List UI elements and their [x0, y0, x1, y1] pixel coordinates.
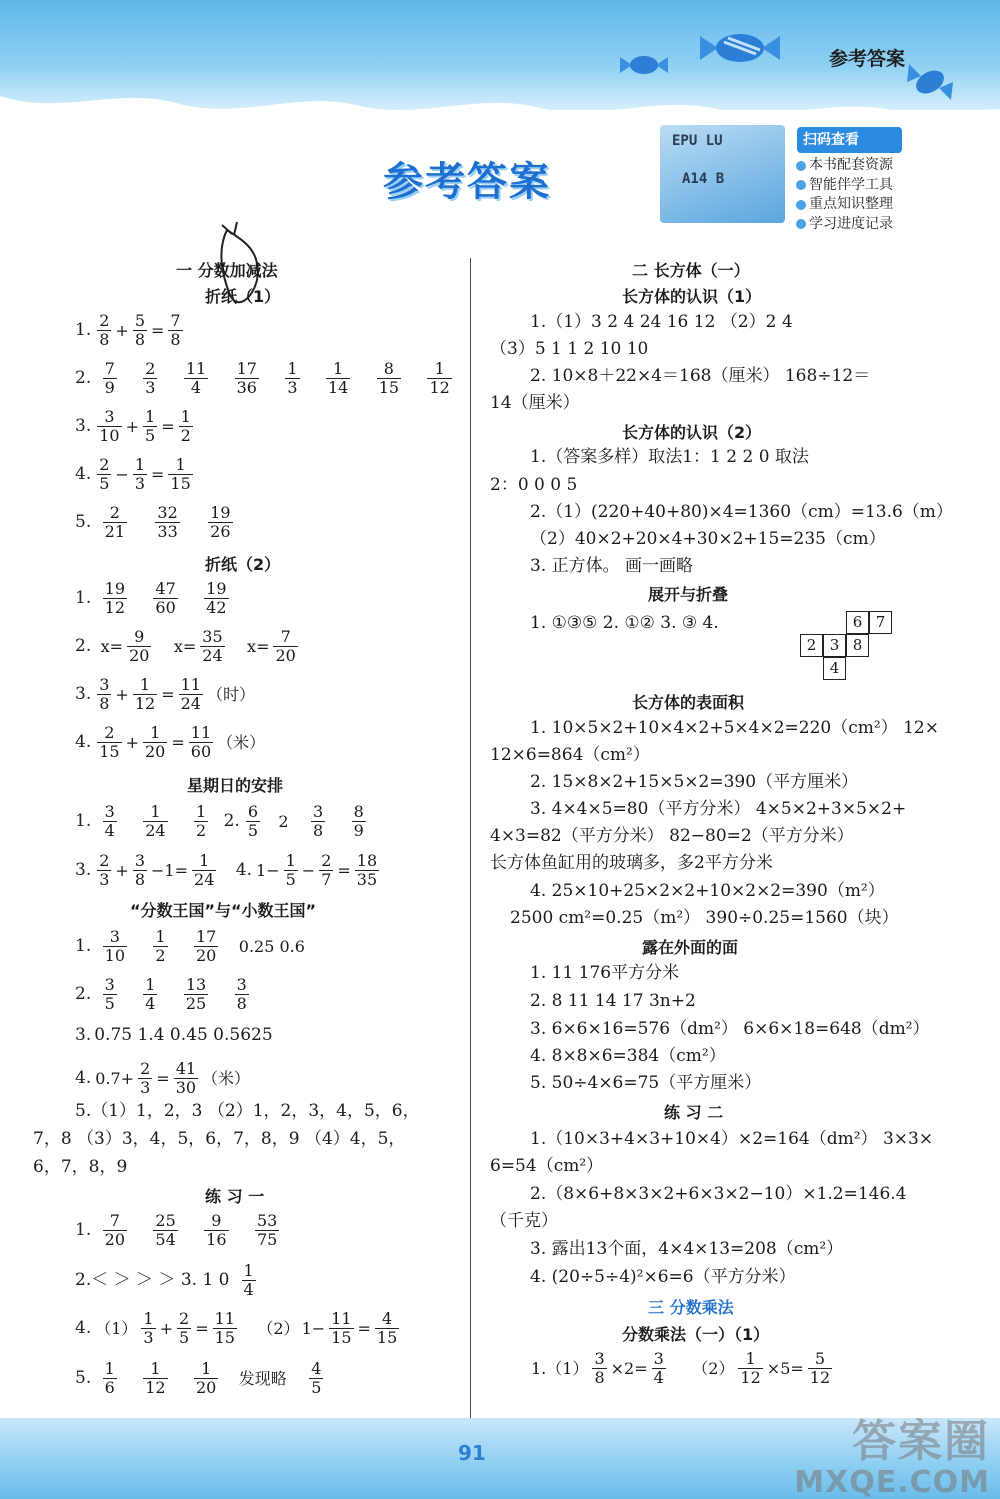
fraction: $\frac{3}{8}$ [134, 851, 146, 889]
fraction: $\frac{8}{9}$ [353, 802, 364, 840]
fraction: $\frac{1}{15}$ [170, 455, 191, 493]
fraction: $\frac{1}{20}$ [145, 723, 166, 761]
fraction: $\frac{19}{26}$ [210, 503, 231, 541]
answer-line: 4. $\frac{2}{15}$ + $\frac{1}{20}$ = $\frac{11}{60}$ （米） [75, 723, 266, 761]
answer-line: 2.（1）(220+40+80)×4=1360（cm）=13.6（m） [530, 502, 953, 522]
bullet-icon [796, 219, 806, 229]
scan-feature-item: 学习进度记录 [796, 215, 893, 235]
fraction: $\frac{1}{24}$ [145, 802, 166, 840]
answer-line: 3. $\frac{2}{3}$ + $\frac{3}{8}$ −1= $\frac{1}{24}$ 4. 1− $\frac{1}{5}$ − $\frac{2}{7}$ = $\frac{18}{35}$ [75, 851, 378, 889]
answer-line: 2：0 0 0 5 [490, 475, 578, 495]
fraction: $\frac{1}{2}$ [155, 927, 166, 965]
net-cell: 6 [846, 611, 869, 634]
answer-line: 1. 10×5×2+10×4×2+5×4×2=220（cm²） 12× [530, 718, 939, 738]
fraction: $\frac{9}{20}$ [129, 627, 150, 665]
answer-line: 5. $\frac{2}{21}$ $\frac{32}{33}$ $\frac{19}{26}$ [75, 503, 231, 541]
section-heading: 展开与折叠 [648, 585, 729, 604]
fraction: $\frac{2}{3}$ [99, 851, 110, 889]
answer-line: 2. 15×8×2+15×5×2=390（平方厘米） [530, 772, 859, 792]
answer-line: 2. 10×8＋22×4＝168（厘米） 168÷12＝ [530, 366, 871, 386]
answer-line: 3. $\frac{3}{8}$ + $\frac{1}{12}$ = $\frac{11}{24}$ （时） [75, 675, 255, 713]
fraction: $\frac{3}{4}$ [104, 802, 115, 840]
scan-feature-list [796, 156, 893, 234]
section-heading: 折纸（1） [205, 287, 281, 306]
qr-code-image[interactable] [660, 125, 785, 223]
answer-line: 3. 6×6×16=576（dm²） 6×6×18=648（dm²） [530, 1019, 930, 1039]
fraction: $\frac{4}{5}$ [311, 1359, 322, 1397]
answer-line: 4. 0.7+ $\frac{2}{3}$ = $\frac{41}{30}$ （米） [75, 1059, 251, 1097]
answer-line: 4. (20÷5÷4)²×6=6（平方分米） [530, 1267, 796, 1287]
fraction: $\frac{3}{8}$ [236, 975, 247, 1013]
fraction: $\frac{7}{20}$ [275, 627, 296, 665]
answer-line: （千克） [490, 1211, 558, 1231]
fraction: $\frac{5}{12}$ [809, 1349, 831, 1387]
fraction: $\frac{17}{36}$ [236, 359, 257, 397]
answer-line: 1. $\frac{3}{4}$ $\frac{1}{24}$ $\frac{1}{2}$ 2. $\frac{6}{5}$ 2 $\frac{3}{8}$ $\frac{8}{9}$ [75, 802, 364, 840]
answer-line: 2. $\frac{3}{5}$ $\frac{1}{4}$ $\frac{13}{25}$ $\frac{3}{8}$ [75, 975, 247, 1013]
fraction: $\frac{3}{4}$ [653, 1349, 664, 1387]
fraction: $\frac{2}{15}$ [99, 723, 120, 761]
section-heading: 练 习 一 [205, 1187, 265, 1206]
header-wave [0, 86, 1000, 126]
answer-line: 1. $\frac{3}{10}$ $\frac{1}{2}$ $\frac{17}{20}$ 0.25 0.6 [75, 927, 305, 965]
answer-line: 3. 4×4×5=80（平方分米） 4×5×2+3×5×2+ [530, 799, 907, 819]
answer-line: 1.（1） $\frac{3}{8}$ ×2= $\frac{3}{4}$ （2） $\frac{1}{12}$ ×5= $\frac{5}{12}$ [531, 1349, 831, 1387]
fraction: $\frac{1}{5}$ [285, 851, 296, 889]
fraction: $\frac{8}{15}$ [378, 359, 400, 397]
answer-line: 4. （1） $\frac{1}{3}$ + $\frac{2}{5}$ = $\frac{11}{15}$ （2） 1− $\frac{11}{15}$ = $\frac{4}{15}$ [75, 1309, 398, 1347]
section-heading: 长方体的表面积 [632, 693, 745, 712]
answer-line: 3. 露出13个面，4×4×13=208（cm²） [530, 1239, 844, 1259]
answer-line: 长方体鱼缸用的玻璃多，多2平方分米 [490, 853, 773, 873]
answer-line: 1.（10×3+4×3+10×4）×2=164（dm²） 3×3× [530, 1129, 934, 1149]
bullet-icon [796, 200, 806, 210]
fraction: $\frac{1}{3}$ [143, 1309, 154, 1347]
fraction: $\frac{1}{20}$ [196, 1359, 217, 1397]
fraction: $\frac{18}{35}$ [356, 851, 378, 889]
section-heading: 星期日的安排 [187, 776, 284, 795]
fraction: $\frac{2}{5}$ [99, 455, 110, 493]
net-cell: 7 [869, 611, 892, 634]
fraction: $\frac{1}{3}$ [134, 455, 146, 493]
fraction: $\frac{7}{9}$ [104, 359, 115, 397]
fraction: $\frac{3}{10}$ [104, 927, 125, 965]
answer-line: 3. 正方体。 画一画略 [530, 556, 694, 576]
answer-line: 7，8 （3）3，4，5，6，7，8，9 （4）4，5， [33, 1129, 406, 1149]
page-title: 参考答案 [383, 159, 551, 205]
fraction: $\frac{1}{2}$ [196, 802, 207, 840]
fraction: $\frac{1}{4}$ [145, 975, 156, 1013]
answer-line: 12×6=864（cm²） [490, 745, 650, 765]
fraction: $\frac{2}{3}$ [145, 359, 156, 397]
fraction: $\frac{1}{12}$ [134, 675, 156, 713]
fraction: $\frac{47}{60}$ [155, 579, 176, 617]
answer-line: 1. 11 176平方分米 [530, 963, 680, 983]
fraction: $\frac{1}{12}$ [740, 1349, 761, 1387]
answer-line: （3）5 1 1 2 10 10 [490, 339, 649, 359]
chapter-heading: 一 分数加减法 [176, 261, 278, 280]
scan-feature-item: 智能伴学工具 [796, 176, 893, 196]
candy-icon [905, 62, 955, 102]
answer-line: 1. ①③⑤ 2. ①② 3. ③ 4. [530, 613, 719, 633]
answer-line: 4. 25×10+25×2×2+10×2×2=390（m²） [530, 881, 885, 901]
fraction: $\frac{11}{24}$ [180, 675, 201, 713]
page-number: 91 [458, 1441, 486, 1465]
fraction: $\frac{1}{6}$ [104, 1359, 115, 1397]
fraction: $\frac{35}{24}$ [202, 627, 223, 665]
fraction: $\frac{1}{2}$ [180, 407, 191, 445]
header-label: 参考答案 [828, 48, 905, 70]
watermark: 答案圈 MXQE.COM [794, 1416, 990, 1499]
fraction: $\frac{17}{20}$ [196, 927, 217, 965]
fraction: $\frac{3}{10}$ [99, 407, 120, 445]
scan-feature-item: 本书配套资源 [796, 156, 893, 176]
fraction: $\frac{3}{5}$ [104, 975, 115, 1013]
fraction: $\frac{5}{8}$ [134, 311, 146, 349]
net-cell: 2 [800, 634, 823, 657]
fraction: $\frac{11}{4}$ [185, 359, 207, 397]
fraction: $\frac{19}{42}$ [206, 579, 227, 617]
answer-line: 14（厘米） [490, 393, 580, 413]
fraction: $\frac{6}{5}$ [247, 802, 259, 840]
section-heading: 长方体的认识（2） [622, 423, 762, 442]
section-heading: 练 习 二 [664, 1103, 724, 1122]
fraction: $\frac{1}{4}$ [243, 1261, 254, 1299]
fraction: $\frac{53}{75}$ [256, 1211, 278, 1249]
section-heading: 露在外面的面 [642, 938, 739, 957]
section-heading: 长方体的认识（1） [622, 287, 762, 306]
answer-line: 2.（8×6+8×3×2+6×3×2−10）×1.2=146.4 [530, 1184, 907, 1204]
candy-icon [620, 52, 668, 78]
fraction: $\frac{9}{16}$ [206, 1211, 227, 1249]
candy-icon [700, 28, 780, 68]
fraction: $\frac{3}{8}$ [594, 1349, 605, 1387]
answer-line: 6=54（cm²） [490, 1156, 604, 1176]
fraction: $\frac{7}{8}$ [170, 311, 181, 349]
qr-text: A14 B [682, 171, 725, 187]
answer-line: 4. 8×8×6=384（cm²） [530, 1046, 726, 1066]
fraction: $\frac{4}{15}$ [376, 1309, 398, 1347]
column-divider [470, 258, 471, 1418]
fraction: $\frac{3}{8}$ [313, 802, 324, 840]
answer-line: 2.＜ ＞ ＞ ＞ 3. 1 0 $\frac{1}{4}$ [75, 1261, 254, 1299]
answer-line: 1.（答案多样）取法1：1 2 2 0 取法 [530, 447, 809, 467]
section-heading: 折纸（2） [205, 555, 281, 574]
answer-line: 2500 cm²=0.25（m²） 390÷0.25=1560（块） [510, 908, 899, 928]
answer-line: 1. $\frac{2}{8}$ + $\frac{5}{8}$ = $\frac{7}{8}$ [75, 311, 181, 349]
section-heading: 分数乘法（一）（1） [622, 1325, 770, 1344]
fraction: $\frac{1}{5}$ [145, 407, 156, 445]
fraction: $\frac{1}{3}$ [287, 359, 298, 397]
fraction: $\frac{25}{54}$ [155, 1211, 176, 1249]
answer-line: 1. $\frac{7}{20}$ $\frac{25}{54}$ $\frac{9}{16}$ $\frac{53}{75}$ [75, 1211, 278, 1249]
fraction: $\frac{1}{12}$ [145, 1359, 166, 1397]
answer-line: 4. $\frac{2}{5}$ − $\frac{1}{3}$ = $\frac{1}{15}$ [75, 455, 191, 493]
answer-line: 2. x= $\frac{9}{20}$ x= $\frac{35}{24}$ x= $\frac{7}{20}$ [75, 627, 296, 665]
fraction: $\frac{2}{3}$ [140, 1059, 151, 1097]
scan-feature-item: 重点知识整理 [796, 195, 893, 215]
scan-badge[interactable]: 扫码查看 [797, 127, 902, 153]
fraction: $\frac{7}{20}$ [104, 1211, 125, 1249]
answer-line: 5. $\frac{1}{6}$ $\frac{1}{12}$ $\frac{1}{20}$ 发现略 $\frac{4}{5}$ [75, 1359, 322, 1397]
fraction: $\frac{32}{33}$ [157, 503, 178, 541]
qr-text: EPU LU [672, 133, 723, 149]
chapter-heading: 二 长方体（一） [632, 261, 750, 280]
answer-line: 2. 8 11 14 17 3n+2 [530, 991, 696, 1011]
answer-line: 4×3=82（平方分米） 82−80=2（平方分米） [490, 826, 854, 846]
fraction: $\frac{1}{14}$ [327, 359, 349, 397]
fraction: $\frac{11}{15}$ [331, 1309, 352, 1347]
fraction: $\frac{1}{24}$ [194, 851, 215, 889]
fraction: $\frac{1}{12}$ [429, 359, 450, 397]
fraction: $\frac{19}{12}$ [104, 579, 125, 617]
answer-line: 2. $\frac{7}{9}$ $\frac{2}{3}$ $\frac{11}{4}$ $\frac{17}{36}$ $\frac{1}{3}$ $\frac{1}{14}$ $\frac{8}{15}$ $\frac{1}{12}$ [75, 359, 450, 397]
fraction: $\frac{2}{21}$ [104, 503, 125, 541]
net-cell: 4 [823, 657, 846, 680]
fraction: $\frac{2}{5}$ [179, 1309, 190, 1347]
bullet-icon [796, 161, 806, 171]
answer-line: 3. $\frac{3}{10}$ + $\frac{1}{5}$ = $\frac{1}{2}$ [75, 407, 191, 445]
answer-line: 5. 50÷4×6=75（平方厘米） [530, 1073, 762, 1093]
answer-line: 1. $\frac{19}{12}$ $\frac{47}{60}$ $\frac{19}{42}$ [75, 579, 227, 617]
answer-line: 1.（1）3 2 4 24 16 12 （2）2 4 [530, 312, 793, 332]
bullet-icon [796, 180, 806, 190]
fraction: $\frac{11}{60}$ [190, 723, 212, 761]
fraction: $\frac{41}{30}$ [175, 1059, 197, 1097]
net-cell: 3 [823, 634, 846, 657]
answer-line: 3. 0.75 1.4 0.45 0.5625 [75, 1025, 273, 1045]
fraction: $\frac{13}{25}$ [185, 975, 207, 1013]
fraction: $\frac{3}{8}$ [99, 675, 110, 713]
net-cell: 8 [846, 634, 869, 657]
answer-line: 5.（1）1，2，3 （2）1，2，3，4，5，6， [75, 1101, 420, 1121]
answer-line: 6，7，8，9 [33, 1157, 128, 1177]
fraction: $\frac{11}{15}$ [214, 1309, 235, 1347]
fraction: $\frac{2}{8}$ [99, 311, 110, 349]
section-heading: “分数王国”与“小数王国” [130, 901, 317, 920]
chapter-heading: 三 分数乘法 [648, 1298, 734, 1317]
fraction: $\frac{2}{7}$ [321, 851, 332, 889]
answer-line: （2）40×2+20×4+30×2+15=235（cm） [530, 529, 886, 549]
